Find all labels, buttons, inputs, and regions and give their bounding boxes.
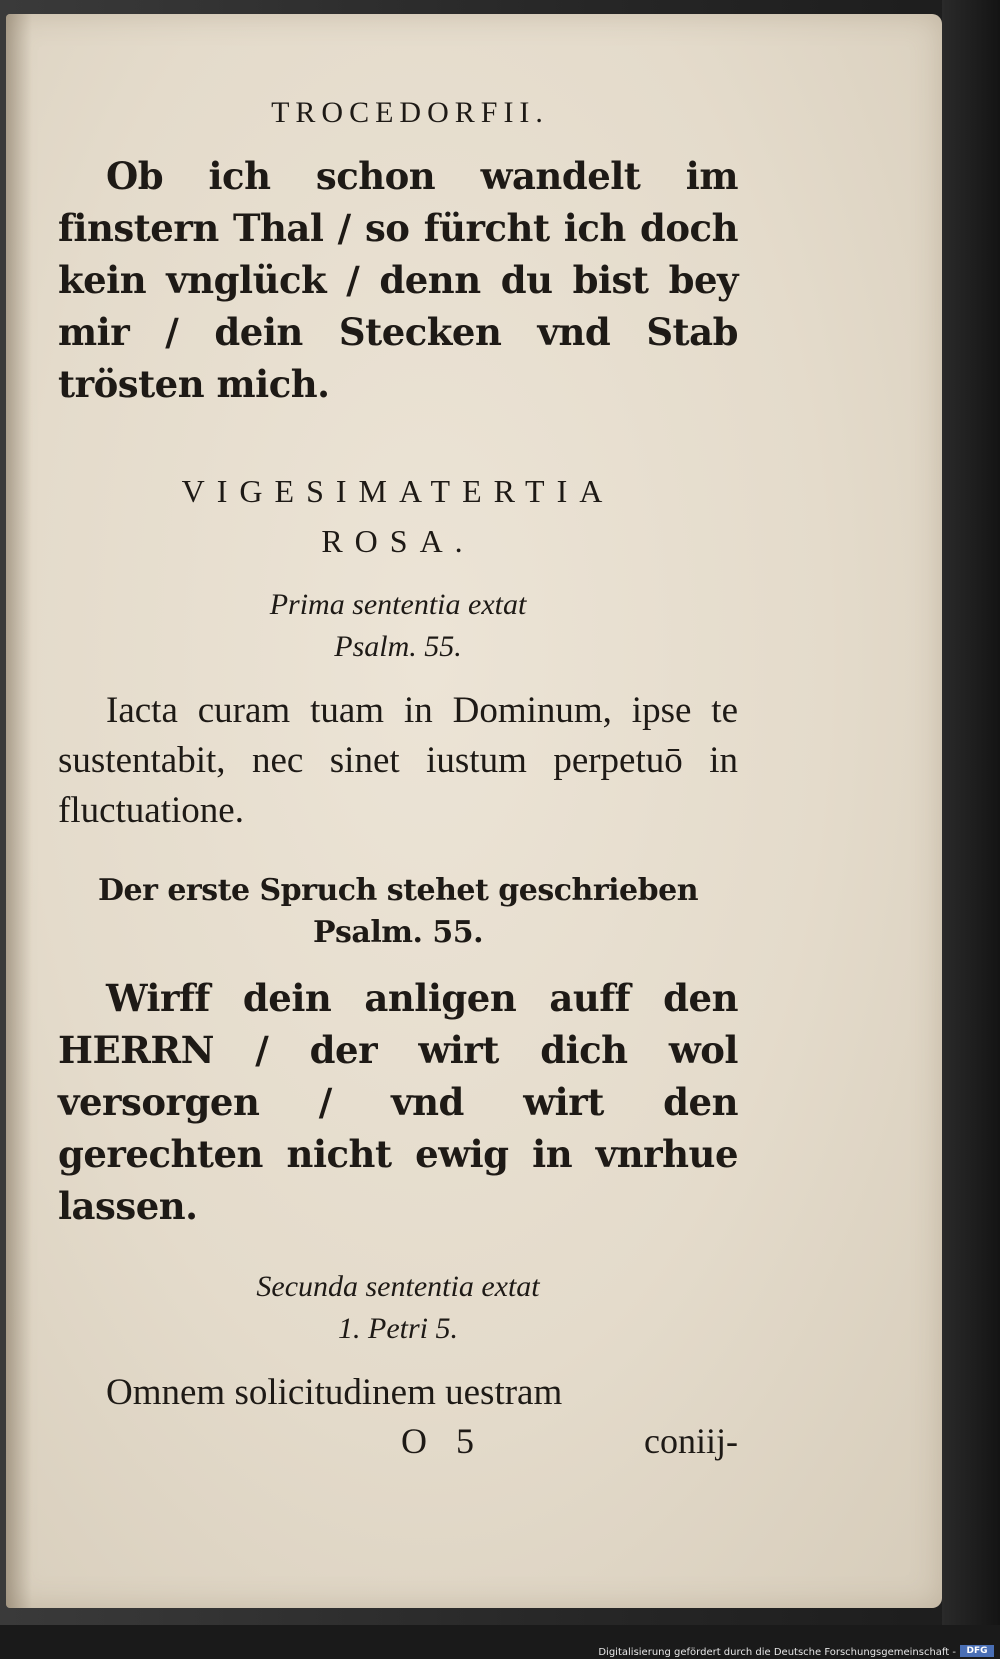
page-text — [58, 84, 738, 1462]
source-note-1-line1: Prima sententia extat — [269, 588, 527, 621]
book-page — [6, 14, 942, 1608]
source-note-2-line1: Der erste Spruch stehet geschrieben — [97, 873, 699, 908]
section-heading-line1: VIGESIMATERTIA — [181, 473, 615, 509]
page-gutter — [6, 14, 32, 1608]
catchword: coniij- — [644, 1421, 738, 1461]
running-head: TROCEDORFII. — [271, 96, 549, 129]
source-note-3-line2: 1. Petri 5. — [338, 1312, 458, 1345]
latin-paragraph-2: Omnem solicitudinem uestram — [106, 1372, 563, 1413]
dfg-logo-icon: DFG — [960, 1645, 994, 1657]
german-paragraph-2: Wirff dein anligen auff den HERRN / der wirt dich wol versorgen / vnd wirt den gerechten nicht ewig in vnrhue lassen. — [58, 976, 738, 1228]
source-note-3-line1: Secunda sententia extat — [256, 1270, 540, 1303]
page-footer — [58, 1420, 738, 1462]
german-paragraph-1: Ob ich schon wandelt im finstern Thal / so fürcht ich doch kein vnglück / denn du bist bey mir / dein Stecken vnd Stab trösten mich. — [58, 154, 738, 406]
latin-paragraph-1: Iacta curam tuam in Dominum, ipse te sustentabit, nec sinet iustum perpetuō in fluctuatione. — [58, 690, 738, 831]
digitization-credit: Digitalisierung gefördert durch die Deutsche Forschungsgemeinschaft - — [598, 1647, 956, 1658]
section-heading-line2: ROSA. — [321, 523, 475, 559]
source-note-2-line2: Psalm. 55. — [312, 915, 484, 950]
source-note-1-line2: Psalm. 55. — [334, 630, 462, 663]
signature-mark: O 5 — [401, 1421, 485, 1461]
book-edge — [942, 0, 1000, 1625]
